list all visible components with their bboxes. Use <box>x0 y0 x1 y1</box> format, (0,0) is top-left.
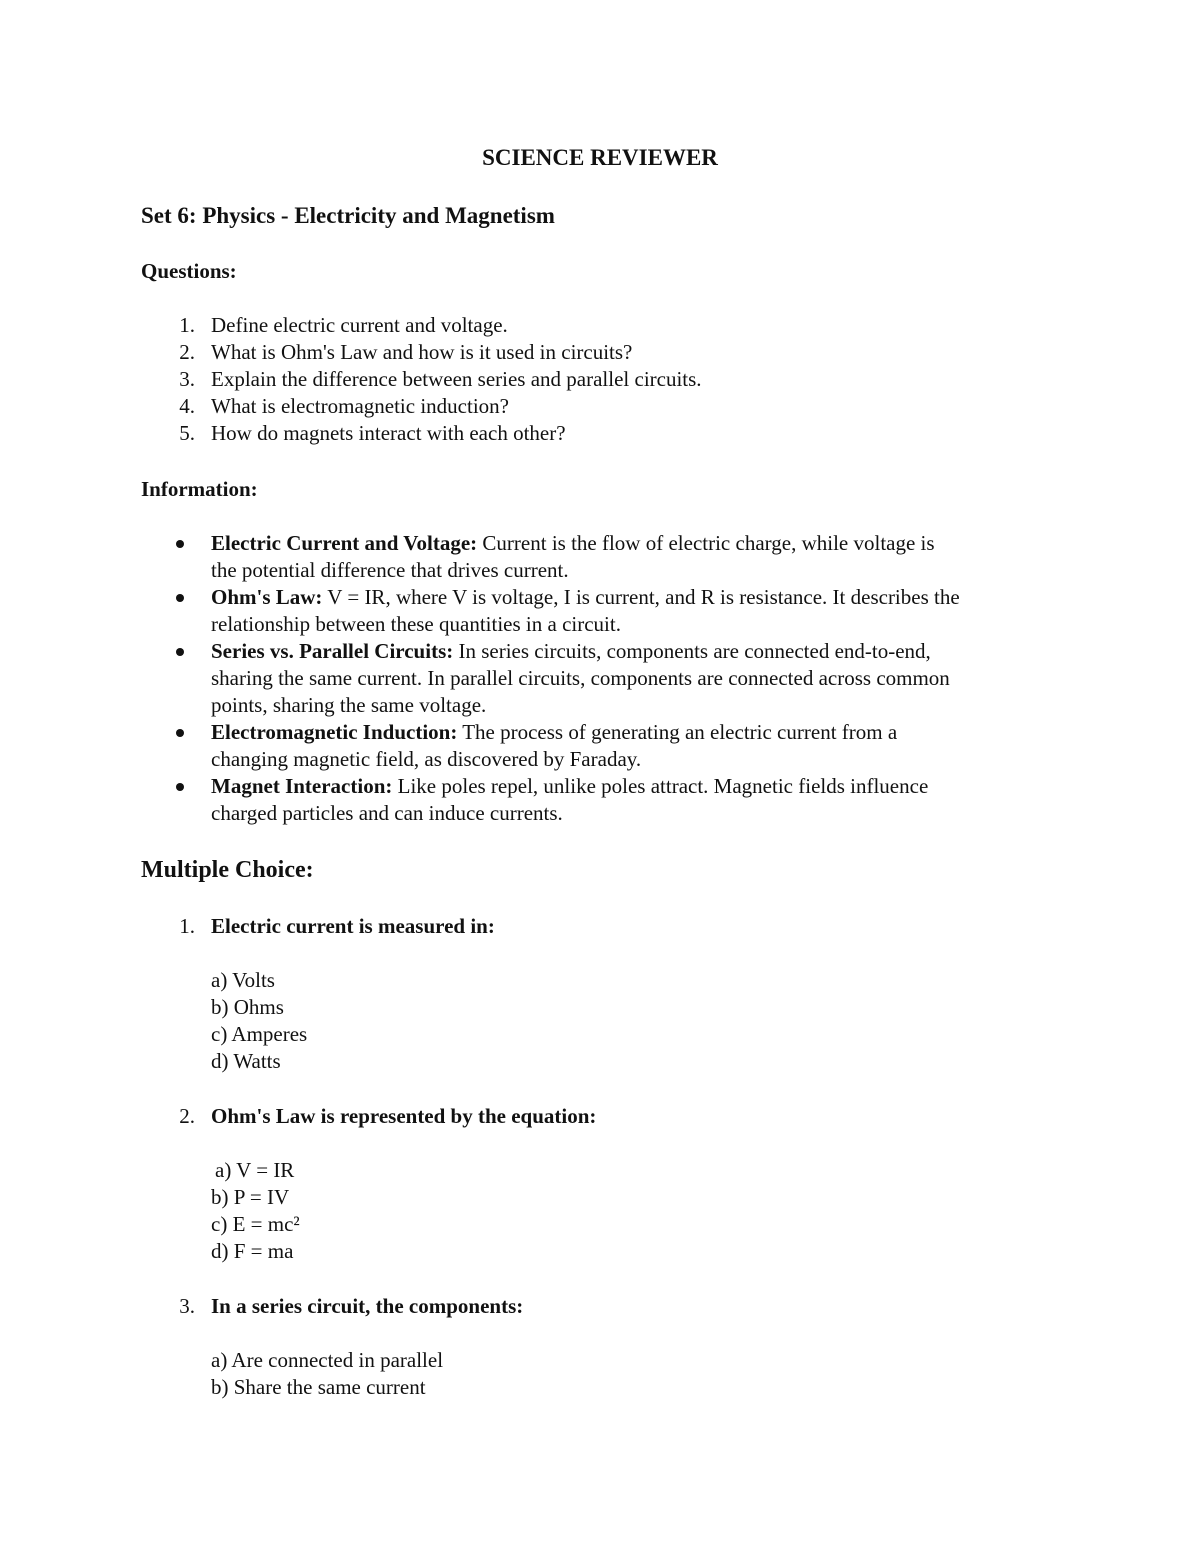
bullet-icon <box>176 594 184 602</box>
info-term: Ohm's Law: <box>211 585 323 609</box>
answer-option: c) Amperes <box>211 1022 308 1046</box>
question-number: 2. <box>179 1104 195 1128</box>
info-term: Series vs. Parallel Circuits: <box>211 639 454 663</box>
answer-option: d) F = ma <box>211 1239 294 1263</box>
info-text: V = IR, where V is voltage, I is current, and R is resistance. It describes the <box>322 585 960 609</box>
item-number: 2. <box>179 340 195 364</box>
bullet-icon <box>176 783 184 791</box>
info-text: the potential difference that drives current. <box>211 558 569 582</box>
answer-option: c) E = mc² <box>211 1212 300 1236</box>
question-number: 1. <box>179 914 195 938</box>
info-text: points, sharing the same voltage. <box>211 693 487 717</box>
question-number: 3. <box>179 1294 195 1318</box>
item-text: Explain the difference between series and parallel circuits. <box>211 367 702 391</box>
question-text: In a series circuit, the components: <box>211 1294 524 1318</box>
info-text: Current is the flow of electric charge, while voltage is <box>477 531 935 555</box>
info-term: Electromagnetic Induction: <box>211 720 458 744</box>
item-text: Define electric current and voltage. <box>211 313 508 337</box>
item-number: 1. <box>179 313 195 337</box>
info-text: Like poles repel, unlike poles attract. Magnetic fields influence <box>392 774 929 798</box>
page-title: SCIENCE REVIEWER <box>482 145 718 170</box>
answer-option: b) Share the same current <box>211 1375 426 1399</box>
item-number: 4. <box>179 394 195 418</box>
info-text: sharing the same current. In parallel circuits, components are connected across common <box>211 666 950 690</box>
set-heading: Set 6: Physics - Electricity and Magnetism <box>141 203 555 228</box>
bullet-icon <box>176 648 184 656</box>
item-text: What is electromagnetic induction? <box>211 394 509 418</box>
questions-heading: Questions: <box>141 259 237 283</box>
bullet-icon <box>176 540 184 548</box>
information-heading: Information: <box>141 477 258 501</box>
info-term: Magnet Interaction: <box>211 774 393 798</box>
info-term: Electric Current and Voltage: <box>211 531 478 555</box>
answer-option: d) Watts <box>211 1049 281 1073</box>
info-text: In series circuits, components are connected end-to-end, <box>453 639 931 663</box>
info-text: charged particles and can induce currents. <box>211 801 563 825</box>
item-number: 5. <box>179 421 195 445</box>
bullet-icon <box>176 729 184 737</box>
answer-option: b) Ohms <box>211 995 284 1019</box>
info-text: relationship between these quantities in a circuit. <box>211 612 621 636</box>
multiple-choice-heading: Multiple Choice: <box>141 857 314 883</box>
item-text: How do magnets interact with each other? <box>211 421 566 445</box>
info-text: changing magnetic field, as discovered by Faraday. <box>211 747 642 771</box>
question-text: Electric current is measured in: <box>211 914 495 938</box>
info-text: The process of generating an electric current from a <box>457 720 898 744</box>
item-number: 3. <box>179 367 195 391</box>
answer-option: a) Volts <box>211 968 275 992</box>
item-text: What is Ohm's Law and how is it used in circuits? <box>211 340 633 364</box>
answer-option: a) Are connected in parallel <box>211 1348 444 1372</box>
question-text: Ohm's Law is represented by the equation: <box>211 1104 597 1128</box>
answer-option: b) P = IV <box>211 1185 290 1209</box>
answer-option: a) V = IR <box>215 1158 295 1182</box>
